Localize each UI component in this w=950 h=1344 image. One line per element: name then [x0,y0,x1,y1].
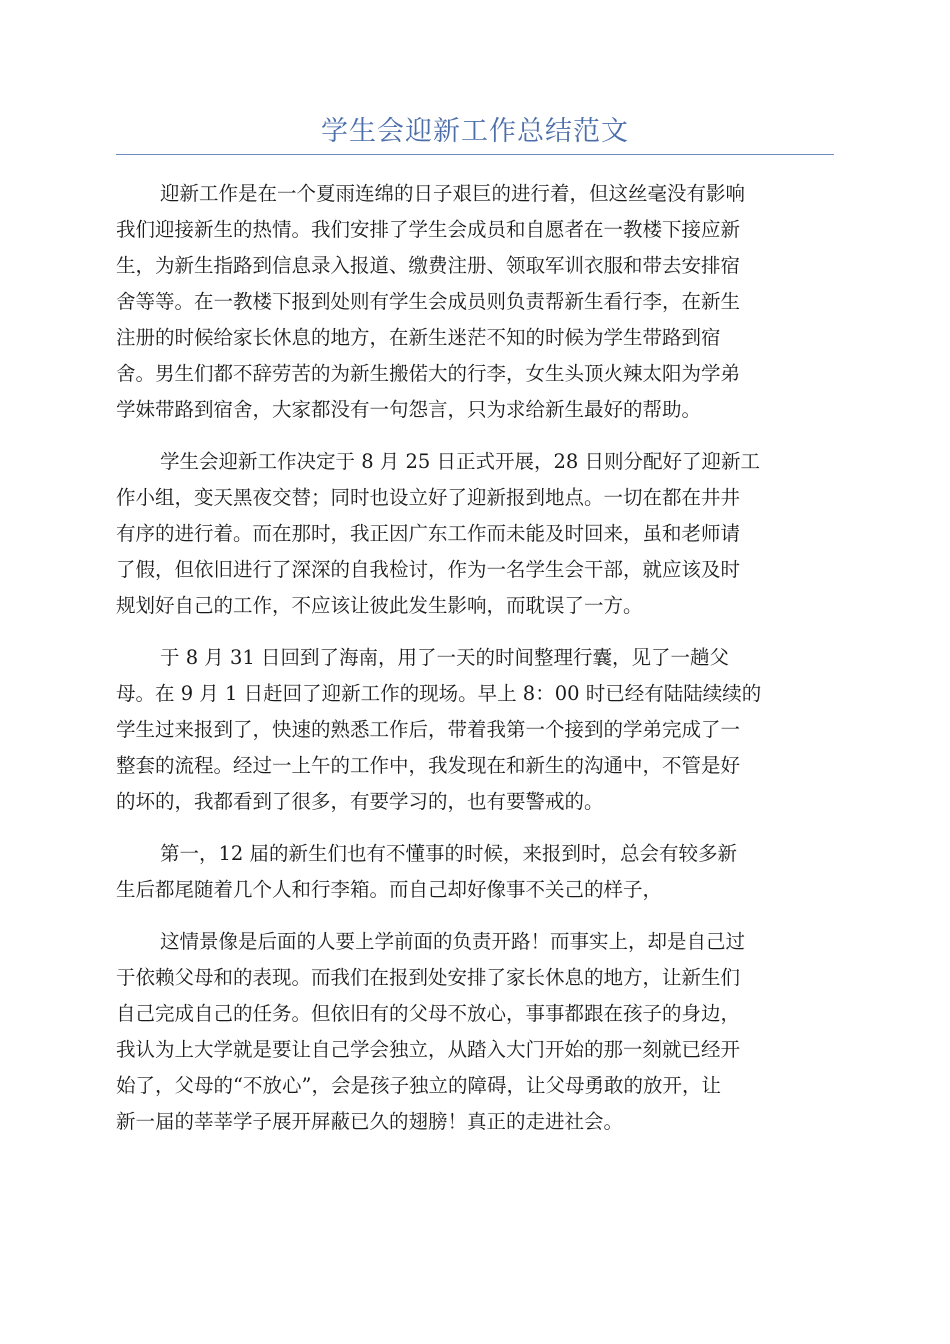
text-line: 作小组，变天黑夜交替；同时也设立好了迎新报到地点。一切在都在井井 [116,486,741,509]
paragraph-2 [116,444,834,624]
text-line: 舍等等。在一教楼下报到处则有学生会成员则负责帮新生看行李，在新生 [116,290,741,313]
text-line: 舍。男生们都不辞劳苦的为新生搬偌大的行李，女生头顶火辣太阳为学弟 [116,362,741,385]
text-line: 自己完成自己的任务。但依旧有的父母不放心，事事都跟在孩子的身边， [116,1002,741,1025]
text-line: 于 8 月 31 日回到了海南，用了一天的时间整理行囊，见了一趟父 [160,646,730,669]
text-line: 我认为上大学就是要让自己学会独立，从踏入大门开始的那一刻就已经开 [116,1038,741,1061]
text-line: 有序的进行着。而在那时，我正因广东工作而未能及时回来，虽和老师请 [116,522,741,545]
text-line: 母。在 9 月 1 日赶回了迎新工作的现场。早上 8：00 时已经有陆陆续续的 [116,682,762,705]
text-line: 整套的流程。经过一上午的工作中，我发现在和新生的沟通中，不管是好 [116,754,741,777]
text-line: 学妹带路到宿舍，大家都没有一句怨言，只为求给新生最好的帮助。 [116,398,702,421]
paragraph-4 [116,836,834,908]
text-line: 始了，父母的“不放心”，会是孩子独立的障碍，让父母勇敢的放开，让 [116,1074,721,1097]
text-line: 的坏的，我都看到了很多，有要学习的，也有要警戒的。 [116,790,604,813]
document-body [116,176,834,1156]
text-line: 学生会迎新工作决定于 8 月 25 日正式开展，28 日则分配好了迎新工 [160,450,761,473]
text-line: 注册的时候给家长休息的地方，在新生迷茫不知的时候为学生带路到宿 [116,326,721,349]
text-line: 生，为新生指路到信息录入报道、缴费注册、领取军训衣服和带去安排宿 [116,254,741,277]
text-line: 新一届的莘莘学子展开屏蔽已久的翅膀！真正的走进社会。 [116,1110,624,1133]
text-line: 迎新工作是在一个夏雨连绵的日子艰巨的进行着，但这丝毫没有影响 [160,182,746,205]
text-line: 这情景像是后面的人要上学前面的负责开路！而事实上，却是自己过 [160,930,746,953]
text-line: 于依赖父母和的表现。而我们在报到处安排了家长休息的地方，让新生们 [116,966,741,989]
document-title: 学生会迎新工作总结范文 [321,116,629,147]
text-line: 规划好自己的工作，不应该让彼此发生影响，而耽误了一方。 [116,594,643,617]
text-line: 学生过来报到了，快速的熟悉工作后，带着我第一个接到的学弟完成了一 [116,718,741,741]
title-underline [116,154,834,155]
text-line: 生后都尾随着几个人和行李箱。而自己却好像事不关己的样子， [116,878,663,901]
text-line: 了假，但依旧进行了深深的自我检讨，作为一名学生会干部，就应该及时 [116,558,741,581]
text-line: 我们迎接新生的热情。我们安排了学生会成员和自愿者在一教楼下接应新 [116,218,741,241]
text-line: 第一，12 届的新生们也有不懂事的时候，来报到时，总会有较多新 [160,842,738,865]
paragraph-3 [116,640,834,820]
paragraph-1 [116,176,834,428]
paragraph-5 [116,924,834,1140]
